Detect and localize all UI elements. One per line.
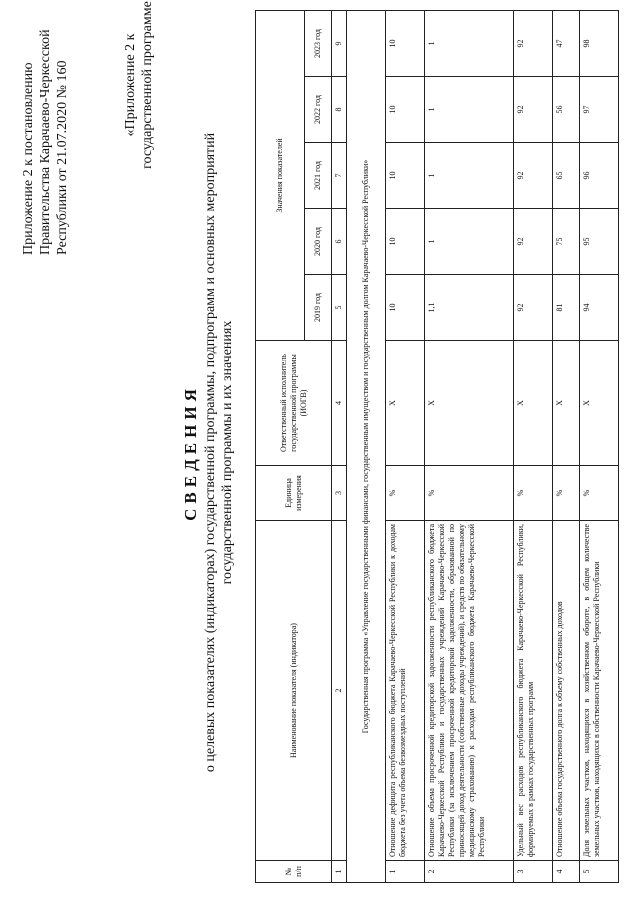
row-value: 81 bbox=[553, 275, 580, 341]
row-name: Отношение дефицита республиканского бюджета Карачаево-Черкесской Республики к доходам бюджета без учета объема безвозмездных поступлений bbox=[386, 521, 425, 861]
row-value: 98 bbox=[580, 10, 619, 76]
row-unit: % bbox=[514, 466, 553, 521]
row-num: 1 bbox=[386, 861, 425, 883]
row-executor: X bbox=[514, 341, 553, 466]
row-executor: X bbox=[553, 341, 580, 466]
section-row bbox=[347, 10, 386, 882]
header-unit: Единица измерения bbox=[256, 466, 332, 521]
header-year: 2019 год bbox=[305, 275, 332, 341]
column-number: 7 bbox=[332, 143, 347, 209]
document-title bbox=[180, 0, 236, 905]
row-num: 5 bbox=[580, 861, 619, 883]
table-row bbox=[514, 10, 553, 882]
row-value: 47 bbox=[553, 10, 580, 76]
row-value: 1 bbox=[425, 10, 514, 76]
table-row bbox=[425, 10, 514, 882]
appendix-line: государственной программе bbox=[140, 1, 155, 169]
row-value: 10 bbox=[386, 209, 425, 275]
row-unit: % bbox=[580, 466, 619, 521]
column-number: 9 bbox=[332, 10, 347, 76]
column-number: 5 bbox=[332, 275, 347, 341]
row-value: 96 bbox=[580, 143, 619, 209]
indicators-table bbox=[255, 10, 619, 883]
row-name: Доля земельных участков, находящихся в хозяйственном обороте, в общем количестве земельных участков, находящихся в собственности Карачаево-Черкесской Республики bbox=[580, 521, 619, 861]
row-value: 10 bbox=[386, 10, 425, 76]
row-value: 92 bbox=[514, 275, 553, 341]
column-number: 1 bbox=[332, 861, 347, 883]
row-value: 1 bbox=[425, 209, 514, 275]
column-number: 3 bbox=[332, 466, 347, 521]
title-main: СВЕДЕНИЯ bbox=[181, 384, 200, 521]
row-num: 2 bbox=[425, 861, 514, 883]
row-value: 1,1 bbox=[425, 275, 514, 341]
title-subtitle-line2: государственной программы и их значениях bbox=[220, 320, 235, 585]
table-row bbox=[553, 10, 580, 882]
row-name: Удельный вес расходов республиканского бюджета Карачаево-Черкесской Республики, формируемых в рамках государственных программ bbox=[514, 521, 553, 861]
row-value: 1 bbox=[425, 143, 514, 209]
header-year: 2021 год bbox=[305, 143, 332, 209]
appendix-note bbox=[122, 0, 156, 170]
approval-line: Правительства Карачаево-Черкесской bbox=[38, 29, 53, 255]
header-year: 2020 год bbox=[305, 209, 332, 275]
row-value: 92 bbox=[514, 209, 553, 275]
header-year: 2022 год bbox=[305, 77, 332, 143]
row-value: 92 bbox=[514, 10, 553, 76]
column-number: 8 bbox=[332, 77, 347, 143]
row-executor: X bbox=[580, 341, 619, 466]
row-value: 92 bbox=[514, 77, 553, 143]
row-value: 92 bbox=[514, 143, 553, 209]
row-unit: % bbox=[425, 466, 514, 521]
header-values-group: Значения показателей bbox=[256, 10, 305, 340]
title-subtitle-line1: о целевых показателях (индикаторах) государственной программы, подпрограмм и основных мероприятий bbox=[203, 132, 218, 773]
row-unit: % bbox=[386, 466, 425, 521]
row-name: Отношение объема просроченной кредиторской задолженности республиканского бюджета Карачаево-Черкесской Республики и государственных учреждений Карачаево-Черкесской Республики (за исключением просроченной кредиторской задолженности, образованной по приносящей доход деятельности (собственные доходы учреждений), и средств по обязательному медицинскому страхованию) к расходам республиканского бюджета Карачаево-Черкесской Республики bbox=[425, 521, 514, 861]
approval-note bbox=[20, 15, 71, 255]
approval-line: Приложение 2 к постановлению bbox=[21, 62, 36, 255]
row-unit: % bbox=[553, 466, 580, 521]
row-value: 97 bbox=[580, 77, 619, 143]
row-value: 1 bbox=[425, 77, 514, 143]
approval-line: Республики от 21.07.2020 № 160 bbox=[55, 60, 70, 255]
column-number-row bbox=[332, 10, 347, 882]
header-num: № п/п bbox=[256, 861, 332, 883]
header-year: 2023 год bbox=[305, 10, 332, 76]
header-name: Наименование показателя (индикатора) bbox=[256, 521, 332, 861]
row-num: 4 bbox=[553, 861, 580, 883]
row-value: 10 bbox=[386, 77, 425, 143]
table-row bbox=[580, 10, 619, 882]
row-value: 56 bbox=[553, 77, 580, 143]
section-title: Государственная программа «Управление государственными финансами, государственным имуществом и государственным долгом Карачаево-Черкесской Республики» bbox=[347, 10, 386, 882]
column-number: 4 bbox=[332, 341, 347, 466]
row-value: 75 bbox=[553, 209, 580, 275]
row-value: 65 bbox=[553, 143, 580, 209]
header-row bbox=[256, 10, 305, 882]
row-name: Отношение объема государственного долга к объему собственных доходов bbox=[553, 521, 580, 861]
row-value: 10 bbox=[386, 143, 425, 209]
header-executor: Ответственный исполнитель государственной программы (ИОГВ) bbox=[256, 341, 332, 466]
row-value: 95 bbox=[580, 209, 619, 275]
row-value: 10 bbox=[386, 275, 425, 341]
appendix-line: «Приложение 2 к bbox=[123, 33, 138, 137]
row-executor: X bbox=[425, 341, 514, 466]
row-executor: X bbox=[386, 341, 425, 466]
column-number: 2 bbox=[332, 521, 347, 861]
row-num: 3 bbox=[514, 861, 553, 883]
table-row bbox=[386, 10, 425, 882]
row-value: 94 bbox=[580, 275, 619, 341]
column-number: 6 bbox=[332, 209, 347, 275]
